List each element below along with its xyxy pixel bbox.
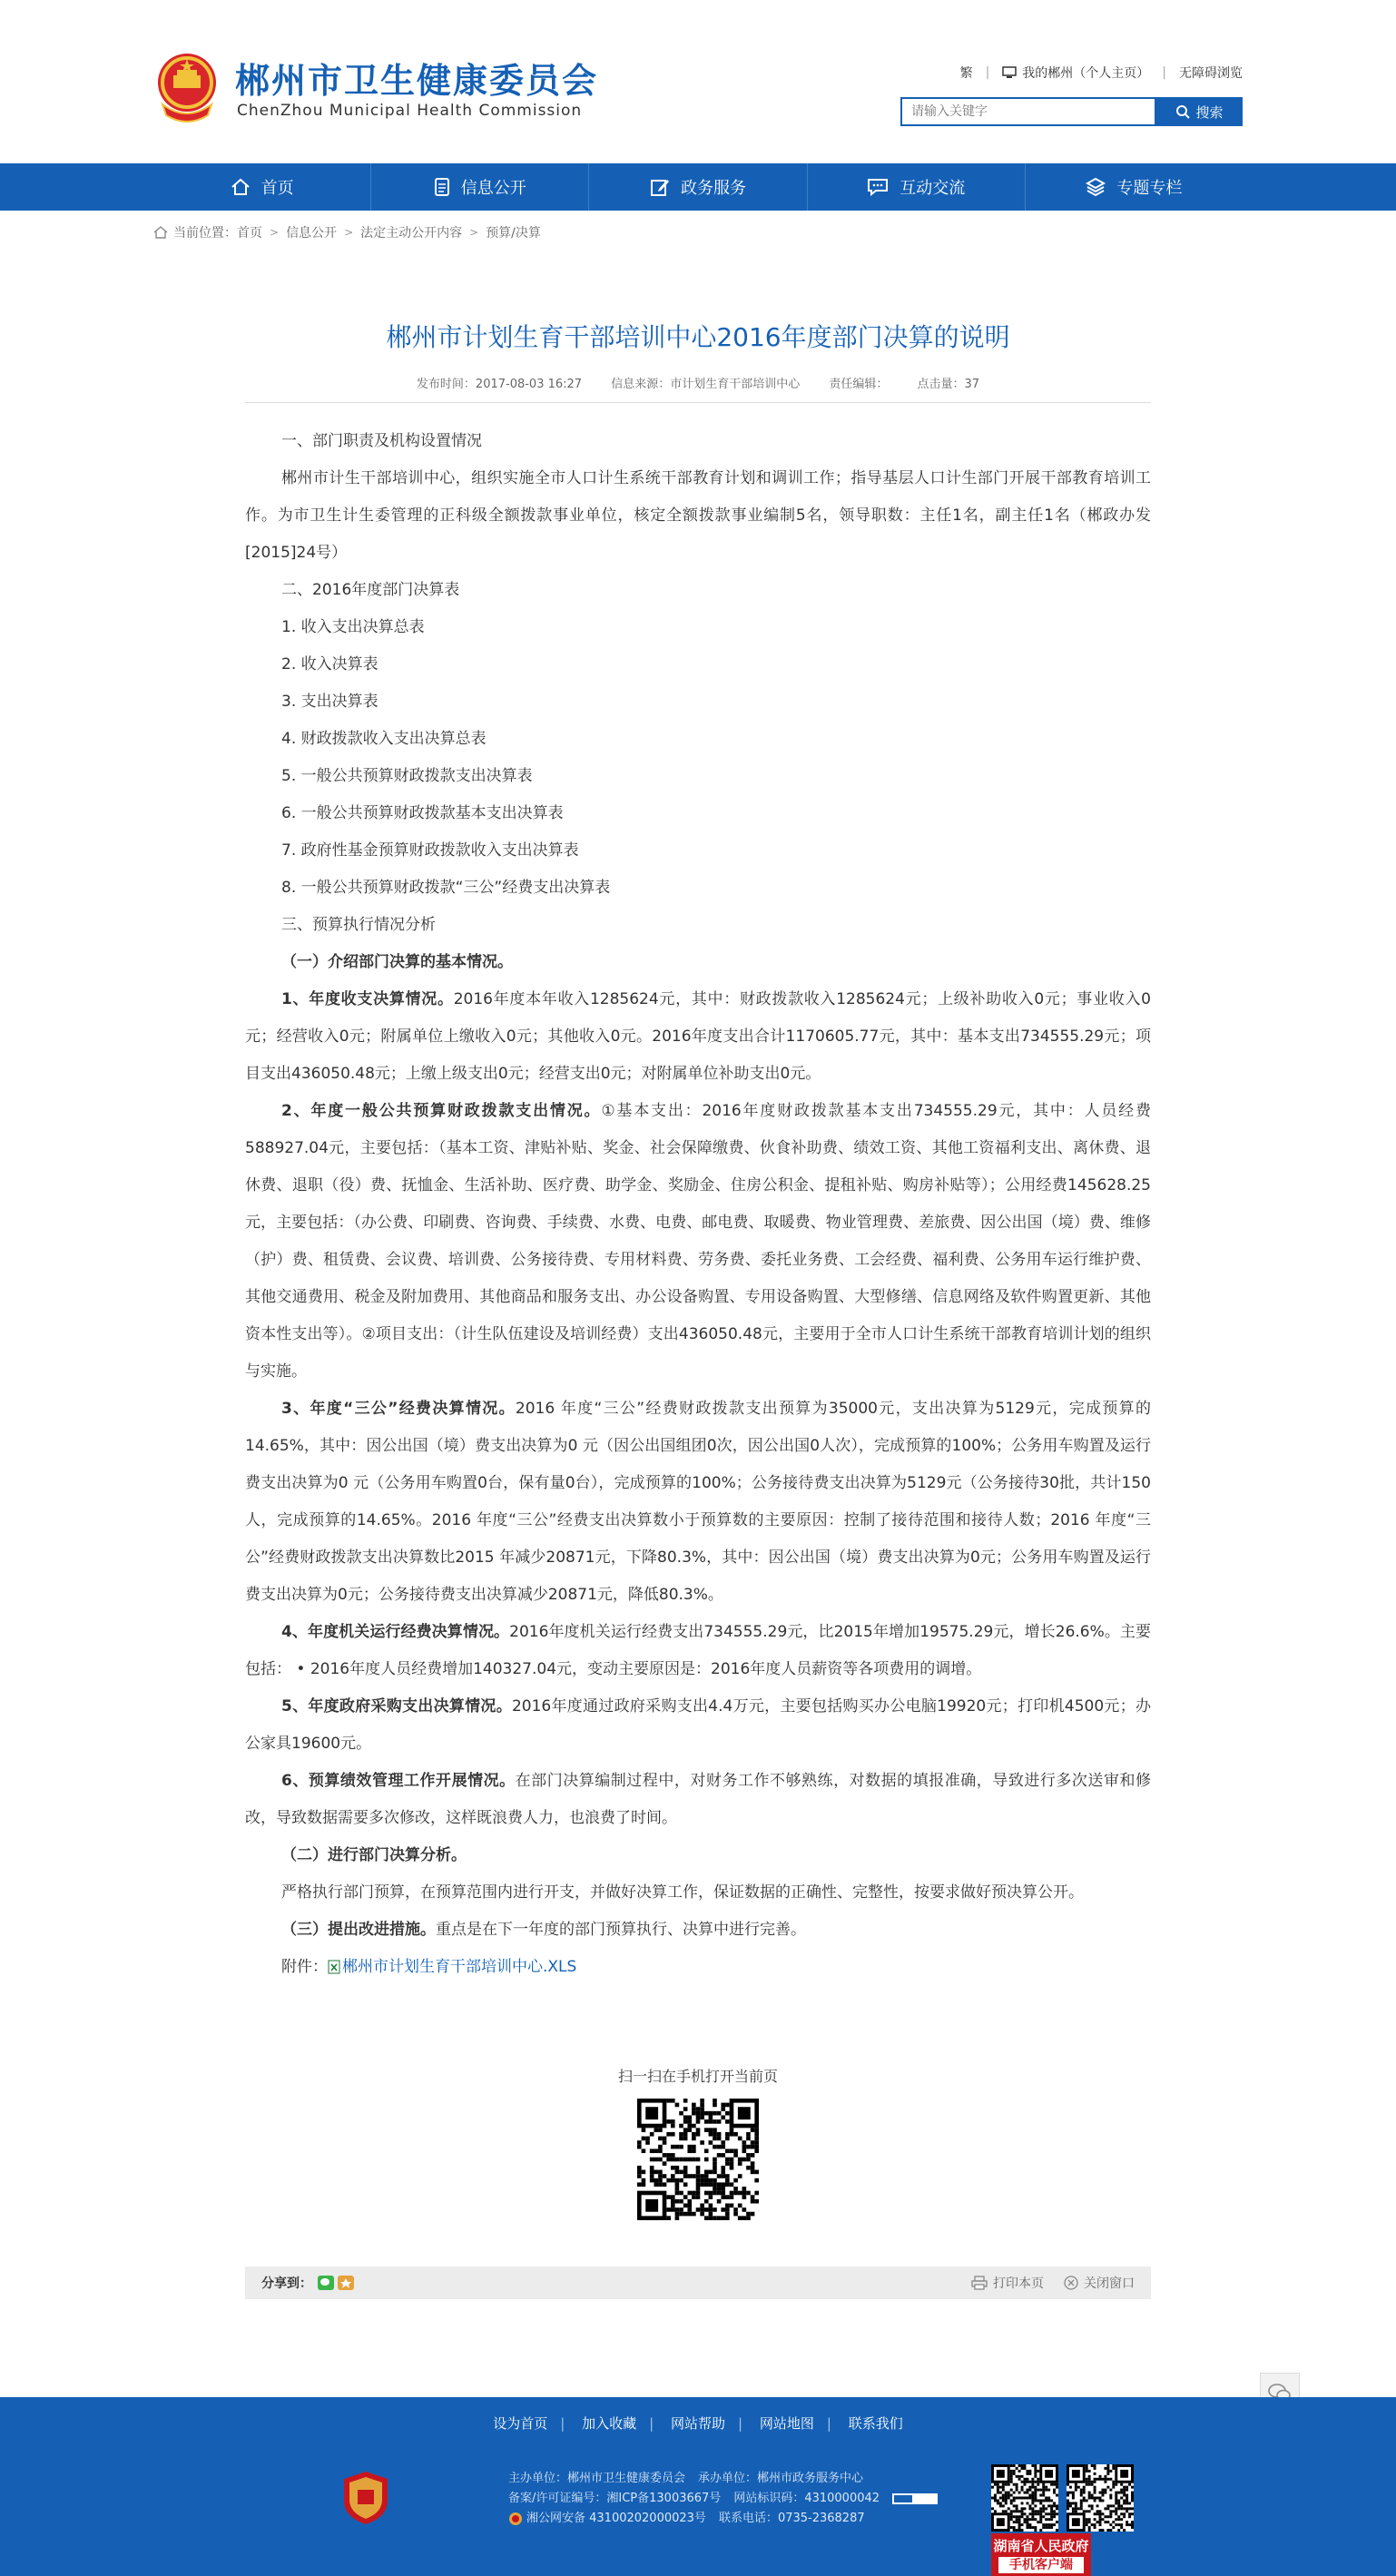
paragraph-body: 重点是在下一年度的部门预算执行、决算中进行完善。 bbox=[436, 1921, 806, 1939]
nav-item-label: 互动交流 bbox=[900, 179, 966, 198]
cnzz-badge-icon[interactable] bbox=[892, 2493, 938, 2504]
printer-icon bbox=[971, 2276, 988, 2290]
chevron-right-icon: > bbox=[469, 226, 479, 239]
paragraph-lead: 5、年度政府采购支出决算情况。 bbox=[281, 1697, 512, 1716]
paragraph: 严格执行部门预算，在预算范围内进行开支，并做好决算工作，保证数据的正确性、完整性，按要求做好预决算公开。 bbox=[281, 1883, 1084, 1902]
list-item: 7. 政府性基金预算财政拨款收入支出决算表 bbox=[281, 841, 579, 860]
editor: 责任编辑： bbox=[829, 378, 889, 391]
subsection-heading-text: （一）介绍部门决算的基本情况。 bbox=[281, 953, 513, 971]
paragraph-body: 2016 年度“三公”经费财政拨款支出预算为35000元，支出决算为5129元，完成预算的14.65%，其中：因公出国（境）费支出决算为0 元（因公出国组团0次，因公出国0人次），完成预算的100%；公务用车购置及运行费支出决算为0 元（公务用车购置0台，保有量0台），完成预算的100%；公务接待费支出决算为5129元（公务接待30批，共计150人，完成预算的14.65%。2016 年度“三公”经费支出决算数小于预算数的主要原因：控制了接待范围和接待人数；2016 年度“三公”经费财政拨款支出决算数比2015 年减少20871元，下降80.3%，其中：因公出国（境）费支出决算为0元；公务用车购置及运行费支出决算为0元；公务接待费支出决算减少20871元，降低80.3%。 bbox=[245, 1400, 1151, 1604]
my-chenzhou-link[interactable] bbox=[1002, 64, 1149, 82]
wechat-share-icon[interactable] bbox=[318, 2276, 334, 2290]
footer-link-set-home[interactable]: 设为首页 bbox=[493, 2415, 548, 2432]
close-icon bbox=[1064, 2276, 1078, 2290]
divider: | bbox=[1162, 65, 1166, 80]
gov-badge-title: 湖南省人民政府 bbox=[993, 2538, 1089, 2554]
top-links bbox=[960, 64, 1243, 82]
nav-item-label: 政务服务 bbox=[681, 179, 746, 198]
article-content bbox=[245, 423, 1151, 1986]
subsection-heading-text: （二）进行部门决算分析。 bbox=[281, 1846, 467, 1864]
footer-link-favorite[interactable]: 加入收藏 bbox=[582, 2415, 637, 2432]
sponsor: 主办单位：郴州市卫生健康委员会 bbox=[508, 2472, 686, 2485]
info-source: 信息来源：市计划生育干部培训中心 bbox=[611, 378, 801, 391]
qr-title: 扫一扫在手机打开当前页 bbox=[617, 2068, 778, 2085]
paragraph bbox=[245, 1093, 1151, 1391]
divider bbox=[245, 402, 1151, 403]
site-code: 网站标识码：4310000042 bbox=[733, 2492, 880, 2505]
accessibility-link[interactable]: 无障碍浏览 bbox=[1179, 66, 1243, 81]
nav-item-info-disclosure[interactable] bbox=[371, 163, 589, 211]
home-icon bbox=[153, 226, 168, 239]
qr-section bbox=[245, 2065, 1151, 2224]
section-heading: 二、2016年度部门决算表 bbox=[281, 581, 460, 599]
article-meta bbox=[245, 374, 1151, 391]
subsection-heading bbox=[245, 944, 1151, 981]
publish-time: 发布时间：2017-08-03 16:27 bbox=[416, 378, 583, 391]
police-badge-icon bbox=[508, 2512, 523, 2526]
site-title-en: ChenZhou Municipal Health Commission bbox=[237, 102, 583, 120]
view-count: 点击量：37 bbox=[917, 378, 980, 391]
nav-item-label: 信息公开 bbox=[460, 179, 526, 198]
paragraph bbox=[245, 1391, 1151, 1614]
list-item: 1. 收入支出决算总表 bbox=[281, 618, 425, 636]
paragraph-lead: 4、年度机关运行经费决算情况。 bbox=[281, 1623, 510, 1641]
section-heading: 一、部门职责及机构设置情况 bbox=[281, 432, 482, 450]
gov-error-correction-badge[interactable] bbox=[340, 2470, 391, 2526]
share-label: 分享到： bbox=[261, 2276, 312, 2291]
paragraph bbox=[245, 1763, 1151, 1837]
share-icons bbox=[318, 2276, 354, 2290]
footer-link-sitemap[interactable]: 网站地图 bbox=[759, 2415, 814, 2432]
nav-item-label: 专题专栏 bbox=[1116, 179, 1183, 198]
home-icon bbox=[231, 178, 251, 196]
print-button[interactable] bbox=[971, 2274, 1044, 2292]
footer bbox=[0, 2397, 1396, 2576]
paragraph-body: 2016年度机关运行经费支出734555.29元，比2015年增加19575.29元，增长26.6%。主要包括： • 2016年度人员经费增加140327.04元，变动主要原因是：2016年度人员薪资等各项费用的调增。 bbox=[245, 1623, 1152, 1678]
search-button[interactable] bbox=[1156, 97, 1243, 126]
qzone-share-icon[interactable] bbox=[338, 2276, 354, 2290]
list-item: 2. 收入决算表 bbox=[281, 655, 378, 673]
paragraph bbox=[245, 1912, 1151, 1949]
document-icon bbox=[434, 177, 450, 197]
paragraph-lead: 1、年度收支决算情况。 bbox=[281, 990, 454, 1008]
header bbox=[153, 0, 1243, 163]
search-box bbox=[900, 97, 1243, 126]
share-bar bbox=[245, 2266, 1151, 2299]
breadcrumb-item[interactable]: 首页 bbox=[237, 226, 262, 241]
paragraph-body: 2016年度本年收入1285624元，其中：财政拨款收入1285624元；上级补助收入0元；事业收入0元；经营收入0元；附属单位上缴收入0元；其他收入0元。2016年度支出合计1170605.77元，其中：基本支出734555.29元；项目支出436050.48元；上缴上级支出0元；经营支出0元；对附属单位补助支出0元。 bbox=[245, 990, 1151, 1083]
paragraph: 郴州市计生干部培训中心，组织实施全市人口计生系统干部教育计划和调训工作；指导基层人口计生部门开展干部教育培训工作。为市卫生计生委管理的正科级全额拨款事业单位，核定全额拨款事业编制5名，领导职数：主任1名，副主任1名（郴政办发[2015]24号） bbox=[245, 469, 1151, 562]
breadcrumb-item[interactable]: 法定主动公开内容 bbox=[360, 226, 463, 241]
paragraph-lead: 2、年度一般公共预算财政拨款支出情况。 bbox=[281, 1102, 602, 1120]
list-item: 8. 一般公共预算财政拨款“三公”经费支出决算表 bbox=[281, 879, 611, 897]
organizer: 承办单位：郴州市政务服务中心 bbox=[698, 2472, 864, 2485]
close-window-button[interactable] bbox=[1064, 2274, 1135, 2292]
article bbox=[245, 309, 1152, 2085]
my-chenzhou-label: 我的郴州（个人主页） bbox=[1022, 66, 1150, 81]
police-record: 湘公网安备 43100202000023号 bbox=[526, 2512, 706, 2525]
breadcrumb-item[interactable]: 信息公开 bbox=[286, 226, 338, 241]
breadcrumb bbox=[153, 223, 541, 241]
print-label: 打印本页 bbox=[993, 2276, 1044, 2291]
paragraph-body: 在部门决算编制过程中，对财务工作不够熟练，对数据的填报准确，导致进行多次送审和修改，导致数据需要多次修改，这样既浪费人力，也浪费了时间。 bbox=[245, 1772, 1152, 1827]
hunan-gov-app-badge[interactable] bbox=[991, 2533, 1091, 2576]
paragraph-lead: 6、预算绩效管理工作开展情况。 bbox=[281, 1772, 516, 1790]
breadcrumb-prefix: 当前位置： bbox=[173, 226, 237, 241]
wechat-qr-code bbox=[991, 2464, 1058, 2532]
footer-link-help[interactable]: 网站帮助 bbox=[670, 2415, 725, 2432]
icp-number: 备案/许可证编号：湘ICP备13003667号 bbox=[508, 2492, 722, 2505]
nav-item-home[interactable] bbox=[153, 163, 371, 211]
app-qr-code bbox=[1067, 2464, 1134, 2532]
national-emblem-logo bbox=[153, 50, 221, 123]
attachment-label: 附件： bbox=[281, 1958, 328, 1976]
traditional-chinese-link[interactable]: 繁 bbox=[959, 66, 973, 81]
excel-file-icon bbox=[328, 1960, 340, 1974]
divider: | bbox=[985, 65, 990, 80]
list-item: 6. 一般公共预算财政拨款基本支出决算表 bbox=[281, 804, 564, 822]
nav-item-gov-service[interactable] bbox=[589, 163, 807, 211]
chevron-right-icon: > bbox=[344, 226, 354, 239]
list-item: 5. 一般公共预算财政拨款支出决算表 bbox=[281, 767, 533, 785]
site-title-cn: 郴州市卫生健康委员会 bbox=[235, 61, 599, 101]
nav-item-special-topics[interactable] bbox=[1026, 163, 1243, 211]
footer-link-contact[interactable]: 联系我们 bbox=[848, 2415, 903, 2432]
gov-badge-subtitle: 手机客户端 bbox=[998, 2557, 1084, 2573]
nav-item-label: 首页 bbox=[261, 179, 294, 198]
page-qr-code bbox=[637, 2099, 759, 2220]
paragraph-body: ①基本支出：2016年度财政拨款基本支出734555.29元，其中：人员经费588927.04元，主要包括：（基本工资、津贴补贴、奖金、社会保障缴费、伙食补助费、绩效工资、其他工资福利支出、离休费、退休费、退职（役）费、抚恤金、生活补助、医疗费、助学金、奖励金、住房公积金、提租补贴、购房补贴等）；公用经费145628.25元，主要包括：（办公费、印刷费、咨询费、手续费、水费、电费、邮电费、取暖费、物业管理费、差旅费、因公出国（境）费、维修（护）费、租赁费、会议费、培训费、公务接待费、专用材料费、劳务费、委托业务费、工会经费、福利费、公务用车运行维护费、其他交通费用、税金及附加费用、其他商品和服务支出、办公设备购置、专用设备购置、大型修缮、信息网络及软件购置更新、其他资本性支出等）。②项目支出：（计生队伍建设及培训经费）支出436050.48元，主要用于全市人口计生系统干部教育培训计划的组织与实施。 bbox=[245, 1102, 1152, 1381]
paragraph bbox=[245, 1614, 1151, 1688]
page-actions bbox=[971, 2274, 1135, 2292]
article-title: 郴州市计划生育干部培训中心2016年度部门决算的说明 bbox=[386, 322, 1010, 352]
monitor-icon bbox=[1002, 66, 1017, 79]
footer-links: 设为首页 | 加入收藏 | 网站帮助 | 网站地图 | 联系我们 bbox=[493, 2415, 903, 2432]
paragraph bbox=[245, 981, 1151, 1093]
contact-phone: 联系电话：0735-2368287 bbox=[718, 2512, 865, 2525]
paragraph-body: 2016年度通过政府采购支出4.4万元，主要包括购买办公电脑19920元；打印机4500元；办公家具19600元。 bbox=[245, 1697, 1151, 1753]
subsection-heading-text: （三）提出改进措施。 bbox=[281, 1921, 436, 1939]
list-item: 4. 财政拨款收入支出决算总表 bbox=[281, 730, 487, 748]
layers-icon bbox=[1086, 177, 1106, 197]
paragraph bbox=[245, 1688, 1151, 1763]
main-nav bbox=[0, 163, 1396, 211]
section-heading: 三、预算执行情况分析 bbox=[281, 916, 436, 934]
chat-icon bbox=[867, 178, 889, 196]
nav-item-interaction[interactable] bbox=[808, 163, 1026, 211]
attachment bbox=[245, 1949, 1151, 1986]
chevron-right-icon: > bbox=[270, 226, 280, 239]
search-icon bbox=[1175, 104, 1190, 119]
close-label: 关闭窗口 bbox=[1084, 2276, 1135, 2291]
subsection-heading bbox=[245, 1837, 1151, 1874]
paragraph-lead: 3、年度“三公”经费决算情况。 bbox=[281, 1400, 516, 1418]
attachment-link[interactable]: 郴州市计划生育干部培训中心.XLS bbox=[342, 1958, 577, 1976]
footer-info bbox=[508, 2469, 938, 2529]
breadcrumb-item[interactable]: 预算/决算 bbox=[486, 226, 541, 241]
search-input[interactable] bbox=[900, 97, 1156, 126]
search-button-label: 搜索 bbox=[1195, 103, 1224, 121]
list-item: 3. 支出决算表 bbox=[281, 693, 378, 711]
edit-icon bbox=[650, 177, 670, 197]
